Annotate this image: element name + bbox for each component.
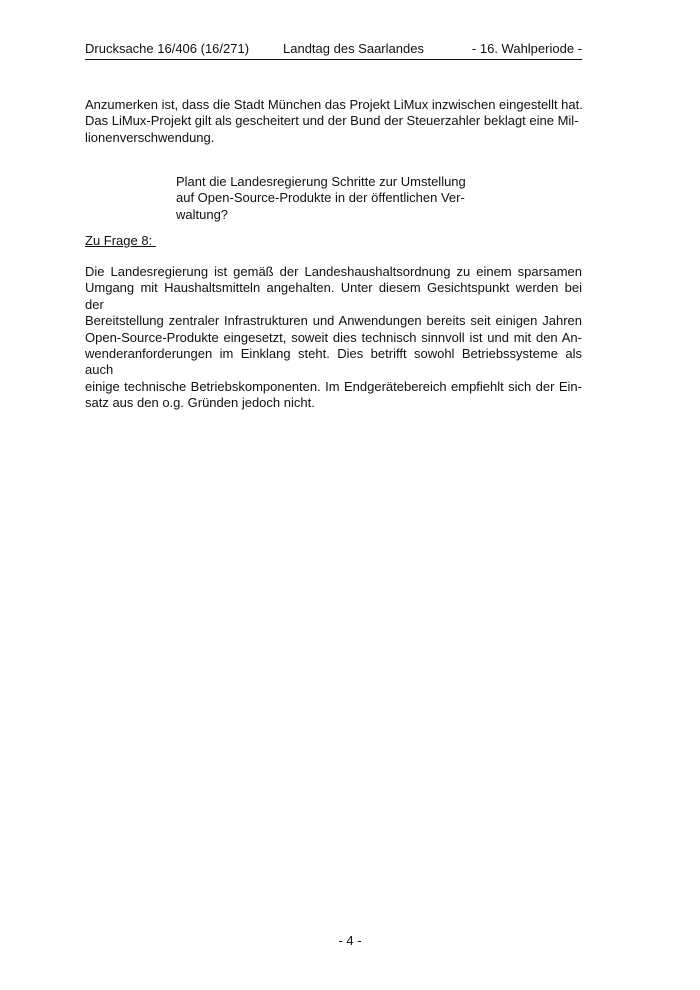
answer-line: Die Landesregierung ist gemäß der Landeshaushaltsordnung zu einem sparsamen <box>85 264 582 279</box>
intro-paragraph <box>85 97 582 146</box>
question-line: Plant die Landesregierung Schritte zur Umstellung <box>176 174 466 189</box>
answer-line: satz aus den o.g. Gründen jedoch nicht. <box>85 395 315 411</box>
answer-paragraph <box>85 264 582 412</box>
answer-line: wenderanforderungen im Einklang steht. Dies betrifft sowohl Betriebssysteme als auch <box>85 346 582 378</box>
answer-heading: Zu Frage 8: <box>85 233 156 248</box>
question-line: auf Open-Source-Produkte in der öffentlichen Ver- <box>176 190 465 206</box>
header-election-period: - 16. Wahlperiode - <box>471 41 582 56</box>
answer-line: Bereitstellung zentraler Infrastrukturen und Anwendungen bereits seit einigen Jahren <box>85 313 582 329</box>
answer-line: einige technische Betriebskomponenten. Im Endgerätebereich empfiehlt sich der Ein- <box>85 378 582 394</box>
answer-line: Umgang mit Haushaltsmitteln angehalten. Unter diesem Gesichtspunkt werden bei der <box>85 280 582 312</box>
answer-line: Open-Source-Produkte eingesetzt, soweit dies technisch sinnvoll ist und mit den An- <box>85 329 582 345</box>
intro-line: lionenverschwendung. <box>85 129 215 145</box>
page-number: - 4 - <box>338 933 362 948</box>
header-parliament: Landtag des Saarlandes <box>283 41 424 56</box>
intro-line: Anzumerken ist, dass die Stadt München das Projekt LiMux inzwischen eingestellt hat. <box>85 97 583 112</box>
question-line: waltung? <box>176 206 229 222</box>
header-document-number: Drucksache 16/406 (16/271) <box>85 41 250 56</box>
page-header <box>85 41 582 60</box>
question-8 <box>176 174 472 223</box>
intro-line: Das LiMux-Projekt gilt als gescheitert und der Bund der Steuerzahler beklagt eine Mil- <box>85 113 579 129</box>
